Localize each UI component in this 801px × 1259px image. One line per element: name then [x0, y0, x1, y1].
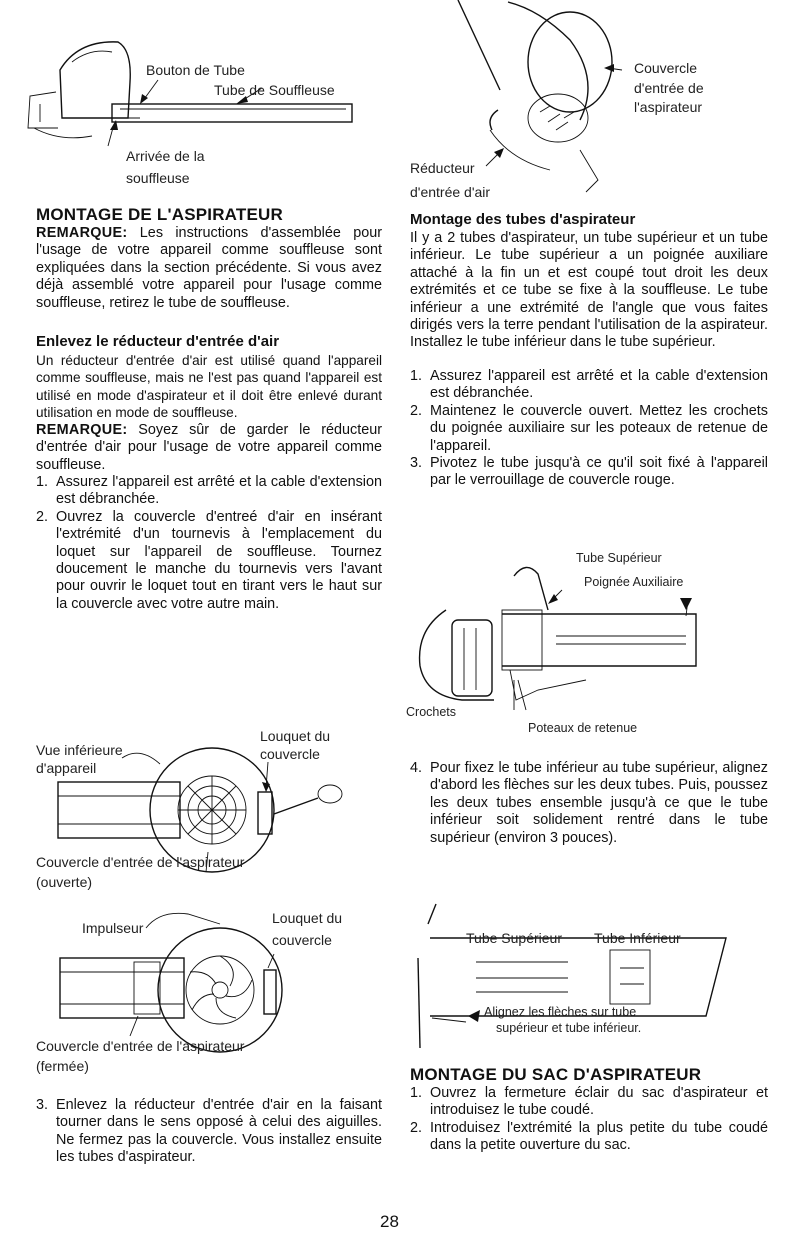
- step-text: Assurez l'appareil est arrêté et la cable d'extension est débranchée.: [56, 474, 382, 508]
- subheading-remove-reducer: Enlevez le réducteur d'entrée d'air: [36, 333, 280, 350]
- label-hooks: Crochets: [406, 705, 457, 719]
- figure-upper-tube: [406, 550, 801, 740]
- label-impeller: Impulseur: [82, 920, 144, 936]
- list-item: [36, 474, 382, 509]
- step-number: 2.: [410, 1119, 423, 1136]
- label-blower-inlet-line1: Arrivée de la: [126, 148, 205, 164]
- label-reducer-line2: d'entrée d'air: [410, 184, 491, 200]
- label-inlet-cover-line2: d'entrée de: [634, 80, 704, 96]
- page-number: 28: [380, 1212, 399, 1231]
- list-item: [410, 368, 768, 403]
- figure-tube-alignment: [406, 898, 801, 1058]
- paragraph-vacuum-tubes: Il y a 2 tubes d'aspirateur, un tube supérieur et un tube inférieur. Le tube supérieur a un poignée auxiliare attaché à la fin un et est coupé tout droit les deux extrémités et ce tube se fixe à la souffleuse. Le tube inférieur a une extrémité de l'angle que vous faites dirigés vers la terre pendant l'utilisation de la aspirateur. Installez le tube inférieur dans le tube supérieur.: [410, 230, 768, 351]
- step-number: 3.: [410, 455, 423, 472]
- step-number: 4.: [410, 760, 423, 776]
- list-item: [410, 760, 768, 847]
- step-text: Introduisez l'extrémité la plus petite du tube coudé dans la petite ouverture du sac.: [430, 1119, 768, 1154]
- figure-cover-open: [30, 728, 390, 896]
- label-cover-open-line1: Couvercle d'entrée de l'aspirateur: [36, 854, 245, 870]
- step-text: Assurez l'appareil est arrêté et la cable d'extension est débranchée.: [430, 368, 768, 402]
- step-remove-reducer-3: [36, 1097, 382, 1167]
- note-text: Les instructions d'assemblée pour l'usage de votre appareil comme souffleuse sont expliquées dans la section précédente. Si vous avez déjà assemblé votre appareil pour l'usage comme souffleuse, retirez le tube de souffleuse.: [36, 225, 382, 311]
- label-upper-tube: Tube Supérieur: [576, 551, 662, 565]
- step-text: Pour fixez le tube inférieur au tube supérieur, alignez d'abord les flèches sur les deux tubes. Puis, poussez les deux tubes ensemble jusqu'à ce que le tube inférieur soit solidement rentré dans le tube supérieur (environ 3 pouces).: [430, 760, 768, 846]
- label-bottom-view-line2: d'appareil: [36, 760, 97, 776]
- figure-cover-closed: [30, 910, 390, 1080]
- note-text: Soyez sûr de garder le réducteur d'entrée d'air pour l'usage de votre appareil comme souffleuse.: [36, 422, 382, 473]
- list-item: [410, 455, 768, 490]
- figure-blower-tube: [0, 0, 390, 195]
- list-item: [36, 1097, 382, 1167]
- label-aux-handle: Poignée Auxiliaire: [584, 575, 684, 589]
- heading-vacuum-assembly: MONTAGE DE L'ASPIRATEUR: [36, 205, 283, 224]
- label-align-upper-tube: Tube Supérieur: [466, 930, 562, 946]
- label-latch-closed-line2: couvercle: [272, 932, 332, 948]
- label-inlet-cover-line1: Couvercle: [634, 60, 698, 76]
- step-number: 2.: [36, 508, 49, 525]
- label-align-arrows-line1: Alignez les flèches sur tube: [484, 1005, 637, 1019]
- step-number: 1.: [36, 474, 49, 490]
- list-item: [410, 1120, 768, 1155]
- label-align-arrows-line2: supérieur et tube inférieur.: [496, 1021, 642, 1035]
- list-item: [410, 1085, 768, 1120]
- step-number: 2.: [410, 402, 423, 419]
- label-latch-line2: couvercle: [260, 746, 320, 762]
- label-bottom-view-line1: Vue inférieure: [36, 742, 123, 758]
- step-text: Ouvrez la fermeture éclair du sac d'aspirateur et introduisez le tube coudé.: [430, 1085, 768, 1119]
- list-item: [410, 403, 768, 455]
- list-item: [36, 509, 382, 613]
- label-inlet-cover-line3: l'aspirateur: [634, 99, 703, 115]
- label-tube-button: Bouton de Tube: [146, 62, 245, 78]
- label-cover-closed-line2: (fermée): [36, 1058, 89, 1074]
- step-join-tubes: [410, 760, 768, 847]
- label-cover-open-line2: (ouverte): [36, 874, 93, 890]
- label-latch-line1: Louquet du: [260, 728, 331, 744]
- label-blower-inlet-line2: souffleuse: [126, 170, 190, 186]
- note-label: REMARQUE:: [36, 422, 128, 438]
- subheading-vacuum-tubes: Montage des tubes d'aspirateur: [410, 211, 636, 228]
- label-reducer-line1: Réducteur: [410, 160, 475, 176]
- step-number: 1.: [410, 1085, 423, 1101]
- heading-bag-assembly: MONTAGE DU SAC D'ASPIRATEUR: [410, 1065, 702, 1084]
- note-assembly: [36, 225, 382, 312]
- step-text: Pivotez le tube jusqu'à ce qu'il soit fixé à l'appareil par le verrouillage de couvercle rouge.: [430, 455, 768, 489]
- label-blower-tube: Tube de Souffleuse: [214, 82, 335, 98]
- paragraph-reducer-usage: Un réducteur d'entrée d'air est utilisé quand l'appareil comme souffleuse, mais ne l'est pas quand l'appareil est utilisé en mode d'aspirateur et il doit être enlevé durant utilisation en mode de souffleuse.: [36, 353, 382, 421]
- figure-air-inlet-reducer: [390, 0, 801, 205]
- note-keep-reducer: [36, 422, 382, 474]
- step-text: Maintenez le couvercle ouvert. Mettez les crochets du poignée auxiliaire sur les poteaux de retenue de l'appareil.: [430, 402, 768, 454]
- steps-bag-assembly: [410, 1085, 768, 1155]
- label-latch-closed-line1: Louquet du: [272, 910, 343, 926]
- step-text: Enlevez la réducteur d'entrée d'air en la faisant tourner dans le sens opposé à celui des aiguilles. Ne fermez pas la couvercle. Vous installez ensuite les tubes d'aspirateur.: [56, 1097, 382, 1166]
- label-align-lower-tube: Tube Inférieur: [594, 930, 681, 946]
- label-cover-closed-line1: Couvercle d'entrée de l'aspirateur: [36, 1038, 245, 1054]
- label-retaining-posts: Poteaux de retenue: [528, 721, 638, 735]
- note-label: REMARQUE:: [36, 225, 128, 241]
- step-number: 3.: [36, 1097, 49, 1113]
- step-text: Ouvrez la couvercle d'entreé d'air en insérant l'extrémité d'un tournevis à l'emplacement du loquet sur l'appareil de souffleuse. Tournez doucement le manche du tournevis vers l'avant pour ouvrir le loquet tout en tirant vers le haut sur la couvercle avec votre autre main.: [56, 508, 382, 612]
- steps-remove-reducer: [36, 474, 382, 613]
- step-number: 1.: [410, 368, 423, 384]
- steps-vacuum-tubes: [410, 368, 768, 490]
